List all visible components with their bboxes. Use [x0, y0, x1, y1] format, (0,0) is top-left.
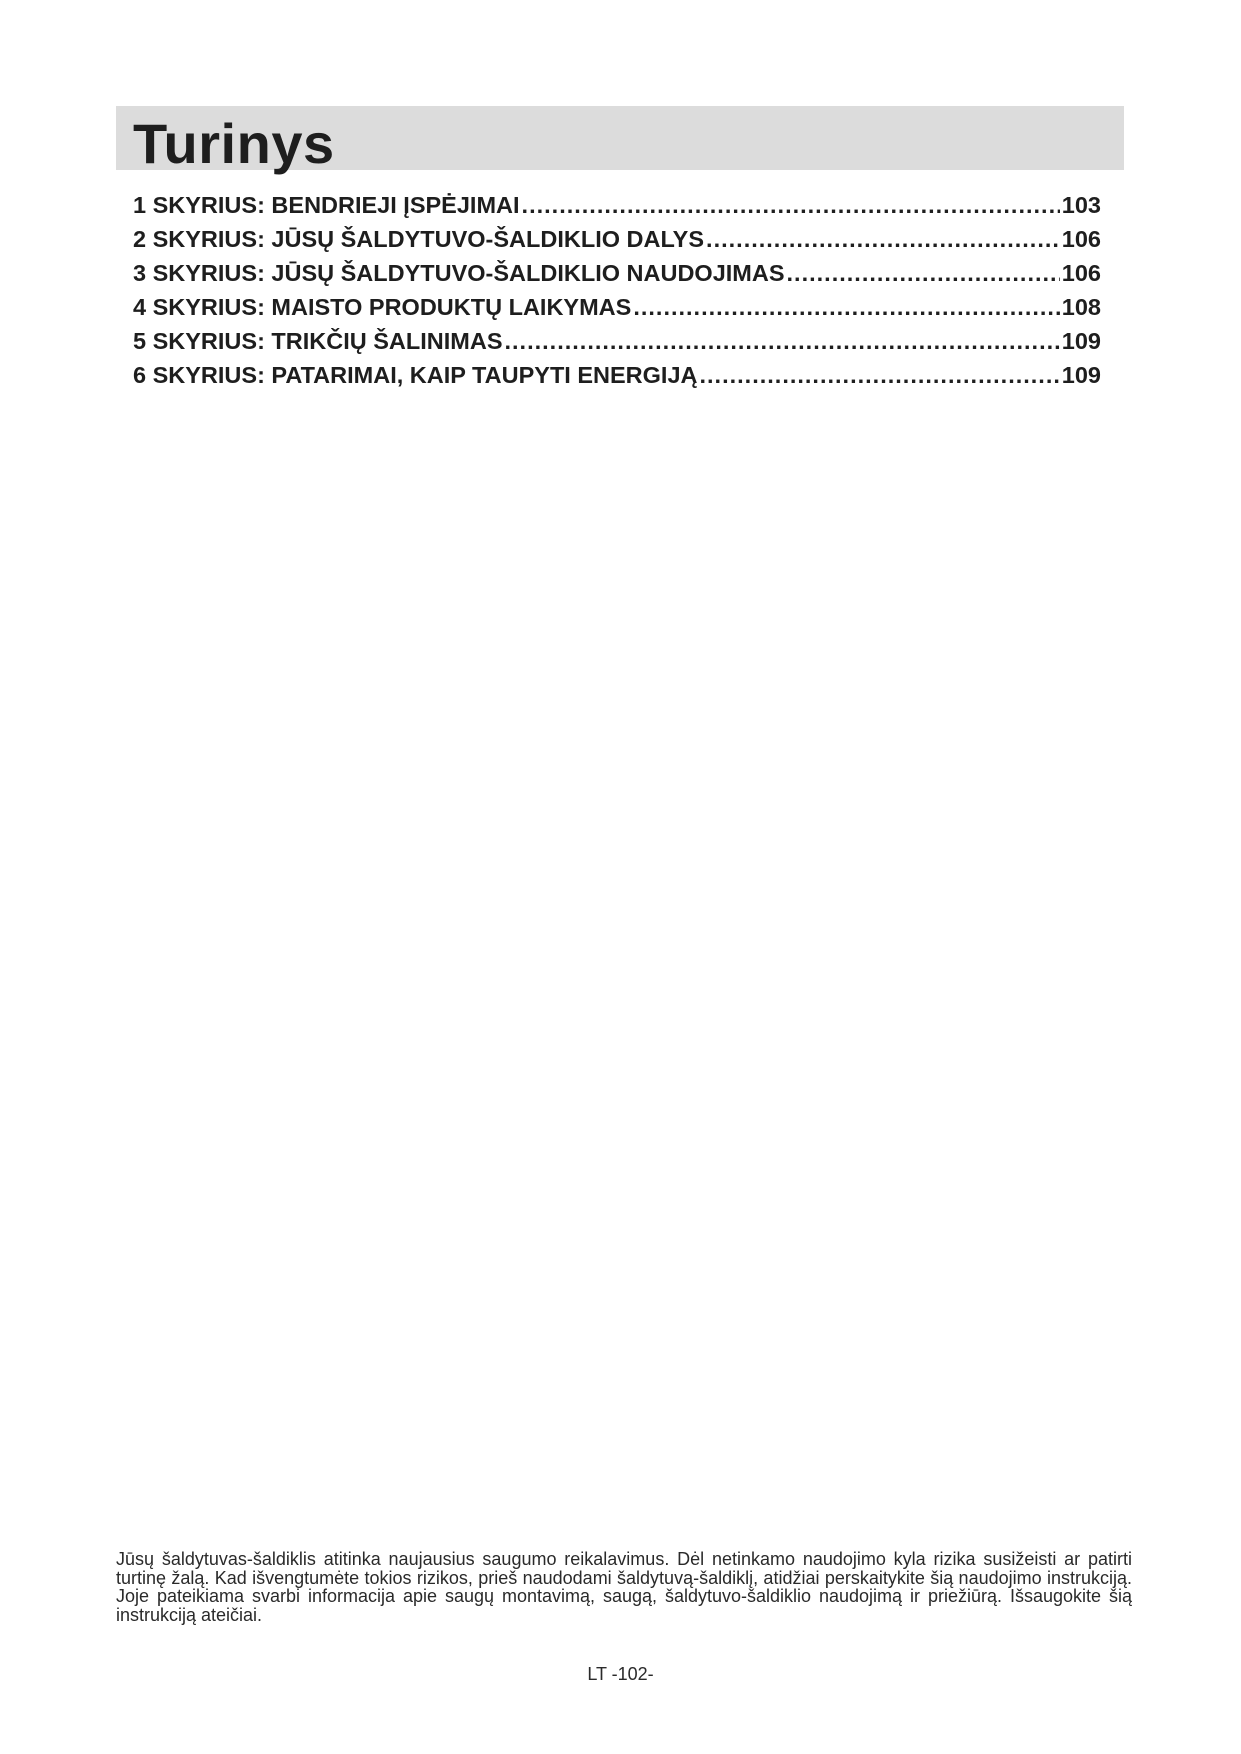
toc-item-label: 1 SKYRIUS: BENDRIEJI ĮSPĖJIMAI [133, 192, 520, 218]
toc-item-page: 108 [1061, 294, 1101, 320]
toc-item-label: 6 SKYRIUS: PATARIMAI, KAIP TAUPYTI ENERGIJĄ [133, 362, 698, 388]
toc-item-page: 109 [1061, 328, 1101, 354]
toc-item-page: 106 [1061, 226, 1101, 252]
toc-leader-dots [706, 226, 1060, 253]
toc-item-page: 106 [1061, 260, 1101, 286]
toc-item-label: 4 SKYRIUS: MAISTO PRODUKTŲ LAIKYMAS [133, 294, 632, 320]
toc-item-label: 3 SKYRIUS: JŪSŲ ŠALDYTUVO-ŠALDIKLIO NAUDOJIMAS [133, 260, 785, 286]
toc-item-6[interactable] [133, 362, 1101, 396]
toc-item-4[interactable] [133, 294, 1101, 328]
toc-leader-dots [522, 192, 1060, 219]
page-title: Turinys [133, 112, 335, 175]
toc-item-3[interactable] [133, 260, 1101, 294]
table-of-contents [133, 192, 1101, 396]
intro-paragraph: Jūsų šaldytuvas-šaldiklis atitinka naujausius saugumo reikalavimus. Dėl netinkamo naudojimo kyla rizika susižeisti ar patirti turtinę žalą. Kad išvengtumėte tokios rizikos, prieš naudodami šaldytuvą-šaldiklį, atidžiai perskaitykite šią naudojimo instrukciją. Joje pateikiama svarbi informacija apie saugų montavimą, saugą, šaldytuvo-šaldiklio naudojimą ir priežiūrą. Išsaugokite šią instrukciją ateičiai. [116, 1549, 1132, 1625]
toc-item-1[interactable] [133, 192, 1101, 226]
toc-item-page: 103 [1061, 192, 1101, 218]
toc-item-page: 109 [1061, 362, 1101, 388]
toc-item-label: 2 SKYRIUS: JŪSŲ ŠALDYTUVO-ŠALDIKLIO DALYS [133, 226, 705, 252]
title-bar [116, 106, 1124, 175]
page-number: LT -102- [587, 1664, 654, 1684]
toc-leader-dots [700, 362, 1060, 389]
toc-leader-dots [787, 260, 1060, 287]
toc-leader-dots [633, 294, 1059, 321]
toc-item-label: 5 SKYRIUS: TRIKČIŲ ŠALINIMAS [133, 328, 503, 354]
toc-item-5[interactable] [133, 328, 1101, 362]
toc-leader-dots [505, 328, 1060, 355]
toc-item-2[interactable] [133, 226, 1101, 260]
